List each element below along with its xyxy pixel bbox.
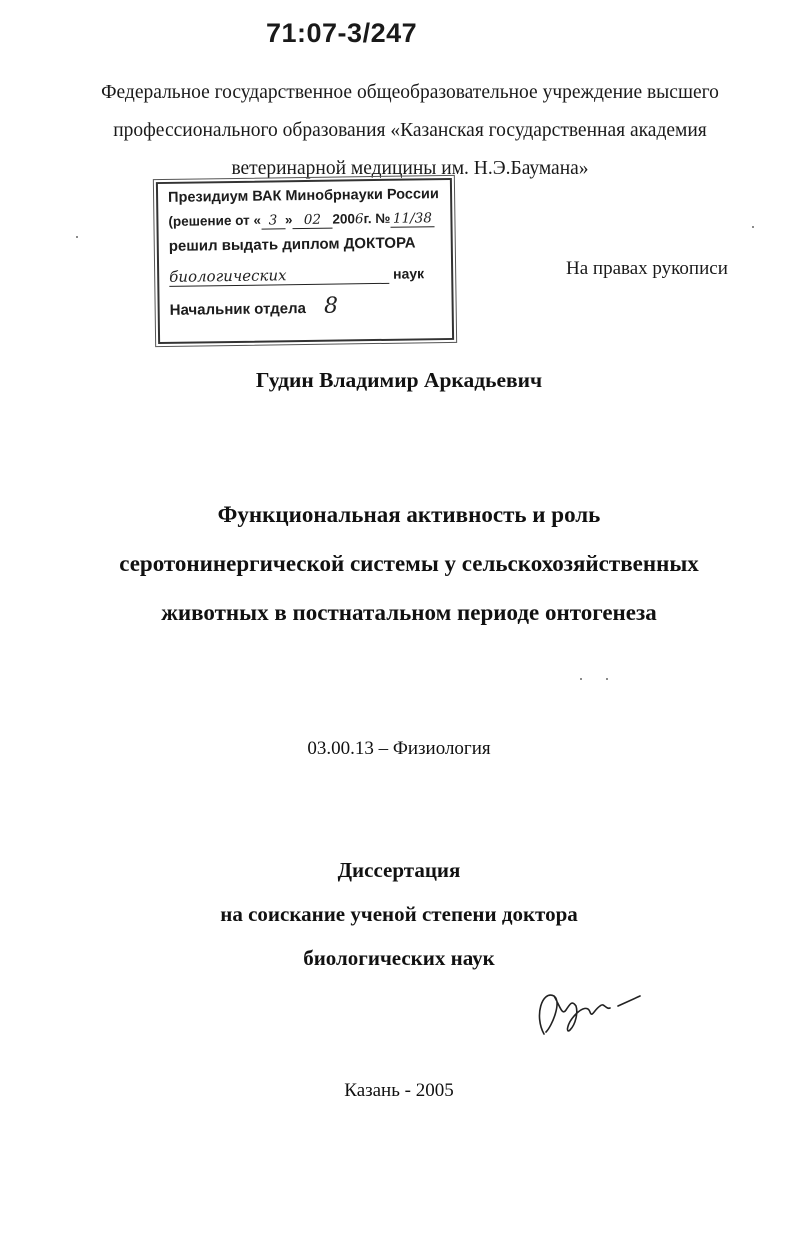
title-line: серотонинергической системы у сельскохозяйственных	[119, 551, 699, 576]
stamp-year-prefix: 200	[332, 211, 356, 227]
institution-name	[60, 74, 760, 188]
stamp-head-line	[169, 294, 338, 321]
specialty-code: 03.00.13 – Физиология	[307, 738, 491, 759]
archive-code: 71:07-3/247	[266, 18, 418, 48]
institution-line: ветеринарной медицины им. Н.Э.Баумана»	[231, 158, 589, 179]
scan-speck	[580, 678, 582, 680]
degree-line: Диссертация	[337, 858, 461, 882]
author-signature	[532, 976, 652, 1046]
city-year: Казань - 2005	[344, 1080, 454, 1101]
stamp-science-suffix: наук	[392, 265, 425, 282]
degree-statement	[0, 848, 798, 980]
stamp-day: 3	[261, 212, 285, 229]
author-name: Гудин Владимир Аркадьевич	[255, 368, 543, 392]
stamp-science-handwritten: биологических	[169, 265, 389, 287]
scan-speck	[752, 226, 754, 228]
stamp-head-signature: 8	[323, 293, 339, 319]
degree-line: биологических наук	[303, 946, 495, 970]
vak-stamp	[156, 178, 454, 344]
stamp-decision-prefix: (решение от «	[168, 212, 262, 229]
stamp-number: 11/38	[390, 210, 434, 228]
scan-speck	[606, 678, 608, 680]
degree-line: на соискание ученой степени доктора	[220, 902, 578, 926]
stamp-science-line	[169, 264, 424, 287]
scan-speck	[76, 236, 78, 238]
dissertation-title	[40, 490, 778, 637]
stamp-head-label: Начальник отдела	[169, 299, 307, 319]
title-line: Функциональная активность и роль	[217, 502, 601, 527]
stamp-decision-text: решил выдать диплом ДОКТОРА	[168, 234, 416, 255]
stamp-header: Президиум ВАК Минобрнауки России	[167, 186, 439, 206]
institution-line: профессионального образования «Казанская государственная академия	[113, 120, 707, 141]
stamp-year-label: г. №	[363, 210, 391, 227]
stamp-decision-line	[168, 210, 434, 231]
institution-line: Федеральное государственное общеобразовательное учреждение высшего	[101, 82, 719, 103]
stamp-month: 02	[292, 212, 332, 230]
title-line: животных в постнатальном периоде онтогенеза	[161, 600, 657, 625]
stamp-month-sep: »	[284, 212, 293, 228]
stamp-year-suffix: 6	[354, 211, 364, 228]
rights-note: На правах рукописи	[566, 258, 728, 279]
